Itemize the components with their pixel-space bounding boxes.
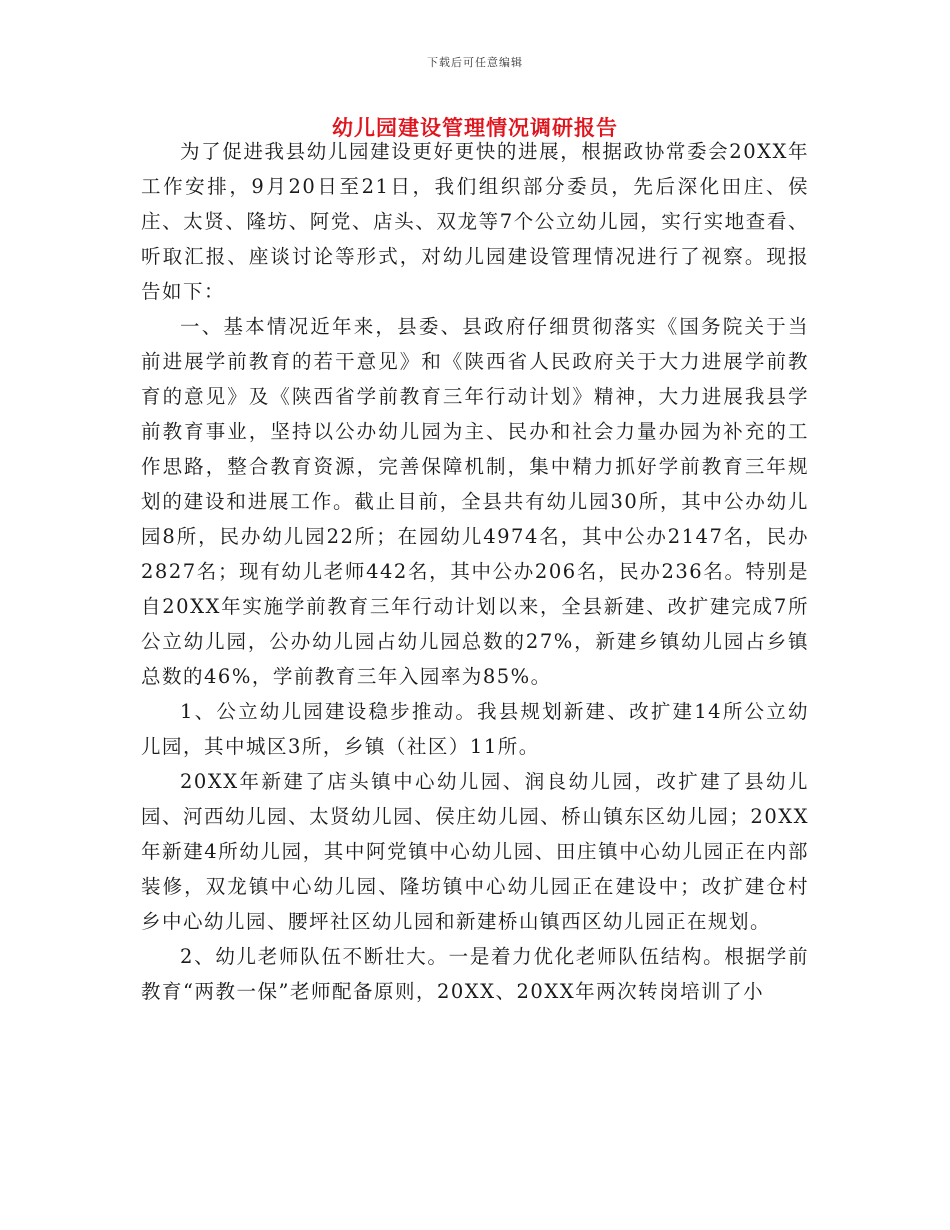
paragraph-basic-situation: 一、基本情况近年来，县委、县政府仔细贯彻落实《国务院关于当前进展学前教育的若干意见》和《陕西省人民政府关于大力进展学前教育的意见》及《陕西省学前教育三年行动计划》精神，大力进展我县学前教育事业，坚持以公办幼儿园为主、民办和社会力量办园为补充的工作思路，整合教育资源，完善保障机制，集中精力抓好学前教育三年规划的建设和进展工作。截止目前，全县共有幼儿园30所，其中公办幼儿园8所，民办幼儿园22所；在园幼儿4974名，其中公办2147名，民办2827名；现有幼儿老师442名，其中公办206名，民办236名。特别是自20XX年实施学前教育三年行动计划以来，全县新建、改扩建完成7所公立幼儿园，公办幼儿园占幼儿园总数的27%，新建乡镇幼儿园占乡镇总数的46%，学前教育三年入园率为85%。 [141,315,809,688]
paragraph-section-1: 1、公立幼儿园建设稳步推动。我县规划新建、改扩建14所公立幼儿园，其中城区3所，乡镇（社区）11所。 [141,700,809,758]
document-body [141,134,809,1009]
header-note: 下载后可任意编辑 [427,56,523,69]
paragraph-section-2: 2、幼儿老师队伍不断壮大。一是着力优化老师队伍结构。根据学前教育“两教一保”老师配备原则，20XX、20XX年两次转岗培训了小 [141,945,809,1003]
paragraph-construction-progress: 20XX年新建了店头镇中心幼儿园、润良幼儿园，改扩建了县幼儿园、河西幼儿园、太贤幼儿园、侯庄幼儿园、桥山镇东区幼儿园；20XX年新建4所幼儿园，其中阿党镇中心幼儿园、田庄镇中心幼儿园正在内部装修，双龙镇中心幼儿园、隆坊镇中心幼儿园正在建设中；改扩建仓村乡中心幼儿园、腰坪社区幼儿园和新建桥山镇西区幼儿园正在规划。 [141,770,809,933]
paragraph-intro: 为了促进我县幼儿园建设更好更快的进展，根据政协常委会20XX年工作安排，9月20日至21日，我们组织部分委员，先后深化田庄、侯庄、太贤、隆坊、阿党、店头、双龙等7个公立幼儿园，实行实地查看、听取汇报、座谈讨论等形式，对幼儿园建设管理情况进行了视察。现报告如下： [141,140,809,303]
document-title: 幼儿园建设管理情况调研报告 [332,115,618,140]
